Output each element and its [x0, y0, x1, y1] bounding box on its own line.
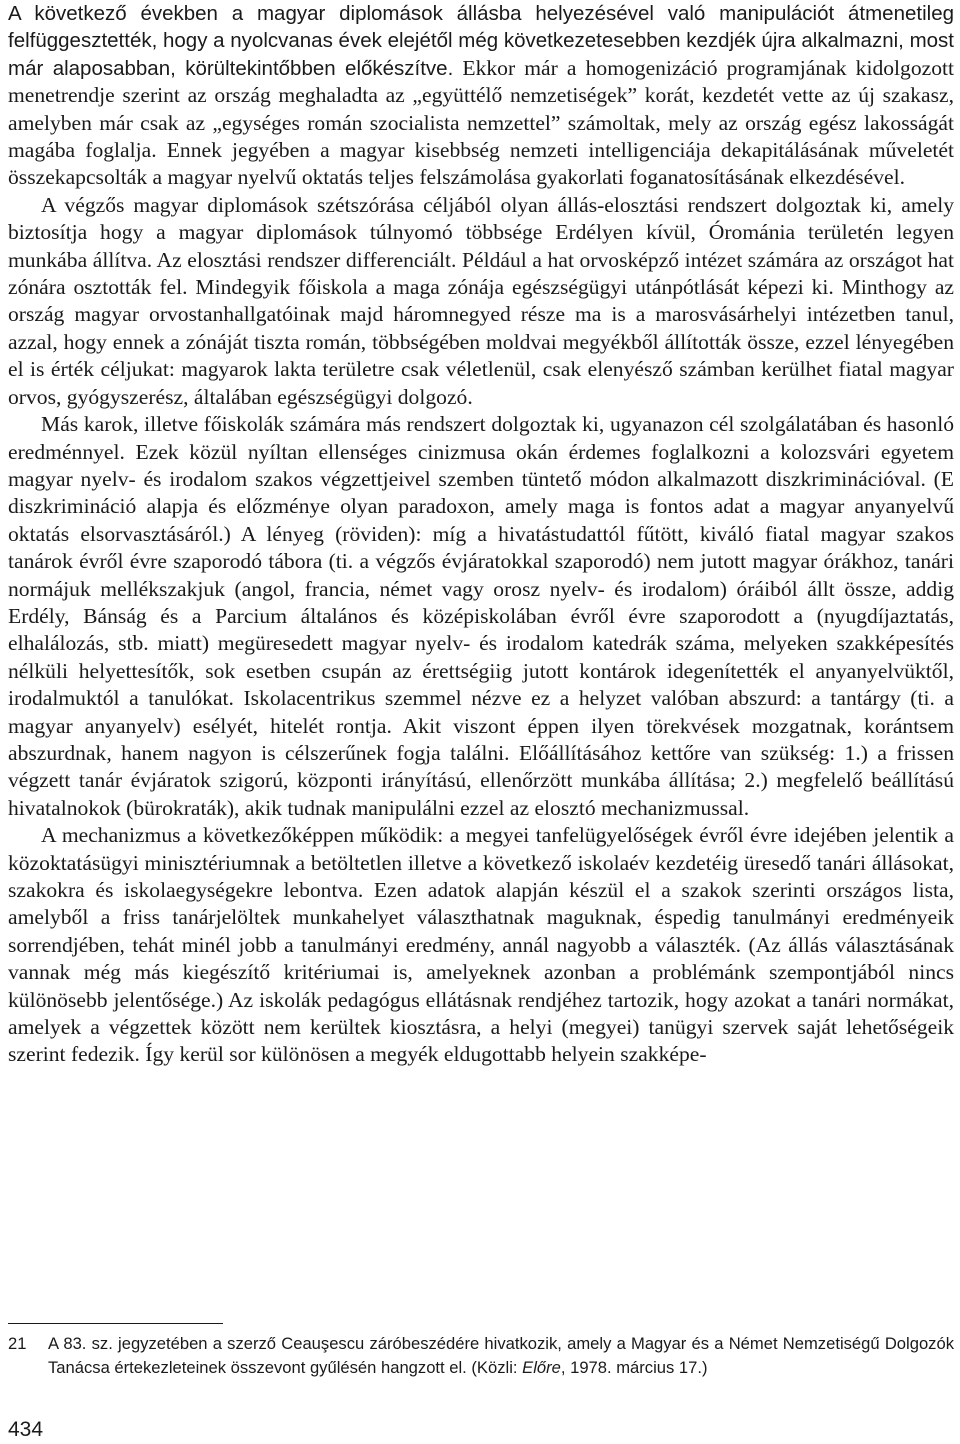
paragraph-3: Más karok, illetve főiskolák számára más rendszert dolgoztak ki, ugyanazon cél szolgálatában és hasonló eredménnyel. Ezek közül nyíltan ellenséges cinizmusa okán érdemes foglalkozni a kolozsvári egyetem magyar nyelv- és irodalom szakos végzettjeivel szemben tüntető módon alkalmazott diszkriminációval. (E diszkrimináció alapja és előzménye olyan paradoxon, amely maga is fontos adat a magyar anyanyelvű oktatás elsorvasztásáról.) A lényeg (röviden): míg a hivatástudattól fűtött, kiváló fiatal magyar szakos tanárok évről évre szaporodó tábora (ti. a végzős évjáratokkal szaporodó) nem jutott magyar órákhoz, tanári normájuk mellékszakjuk (angol, francia, német vagy orosz nyelv- és irodalom) óráiból állt össze, addig Erdély, Bánság és a Parcium általános és középiskolában évről évre szaporodott a (nyugdíjaztatás, elhalálozás, stb. miatt) megüresedett magyar nyelv- és irodalom katedrák száma, melyeken szakképesítés nélküli helyettesítők, sok esetben csupán az érettségiig jutott kontárok idegenítették el anyanyelvüktől, irodalmuktól a tanulókat. Iskolacentrikus szemmel nézve ez a helyzet valóban abszurd: a tantárgy (ti. a magyar anyanyelv) esélyét, hitelét rontja. Akit viszont éppen ilyen törekvések mozgatnak, korántsem abszurdnak, hanem nagyon is célszerűnek fogja találni. Előállításához kettőre van szükség: 1.) a frissen végzett tanár évjáratok szigorú, központi irányítású, ellenőrzött munkába állítása; 2.) megfelelő beállítású hivatalnokok (bürokraták), akik tudnak manipulálni ezzel az elosztó mechanizmussal.: [8, 412, 954, 820]
page-number: 434: [8, 1418, 44, 1441]
footnote-source: Előre: [522, 1358, 561, 1377]
paragraph-1: [8, 0, 954, 192]
page-content: [8, 0, 954, 1069]
paragraph-1-sans-part: A következő években a magyar diplomások állásba helyezésével való manipulációt átmenetileg felfüggesztették, hogy a nyolcvanas évek elejétől még következetesebben kezdjék újra alkalmazni, most már alaposabban, körültekintőbben előkészítve.: [8, 2, 954, 80]
paragraph-2: A végzős magyar diplomások szétszórása céljából olyan állás-elosztási rendszert dolgoztak ki, amely biztosítja hogy a magyar diplomások túlnyomó többsége Erdélyen kívül, Órománia területén legyen munkába állítva. Az elosztási rendszer differenciált. Például a hat orvosképző intézet számára az országot hat zónára osztották fel. Mindegyik főiskola a maga zónája egészségügyi utánpótlását képezi ki. Minthogy az ország magyar orvostanhallgatóinak majd háromnegyed része ma is a marosvásárhelyi intézetben tanul, azzal, hogy ennek a zónáját tiszta román, többségében moldvai megyékből állították össze, ezzel lényegében el is érték céljukat: magyarok lakta területre csak véletlenül, csak elenyésző számban kerülhet fiatal magyar orvos, gyógyszerész, általában egészségügyi dolgozó.: [8, 192, 954, 409]
footnote-text: [48, 1332, 954, 1380]
footnote: [8, 1332, 954, 1380]
paragraph-4: A mechanizmus a következőképpen működik: a megyei tanfelügyelőségek évről évre idejében jelentik a közoktatásügyi minisztériumnak a betöltetlen illetve a következő iskolaév kezdetéig üresedő tanári állásokat, szakokra és iskolaegységekre lebontva. Ezen adatok alapján készül el a szakok szerinti országos lista, amelyből a friss tanárjelöltek munkahelyet választhatnak maguknak, éspedig tanulmányi eredményeik sorrendjében, tehát minél jobb a tanulmányi eredmény, annál nagyobb a választék. (Az állás választásának vannak még más kiegészítő kritériumai is, amelyeknek azonban a problémánk szempontjából nincs különösebb jelentősége.) Az iskolák pedagógus ellátásnak rendjéhez tartozik, hogy azokat a tanári normákat, amelyek a végzettek között nem kerültek kiosztásra, a helyi (megyei) tanügyi szervek saját lehetőségeik szerint fedezik. Így kerül sor különösen a megyék eldugottabb helyein szakképe-: [8, 823, 954, 1067]
footnote-text-after: , 1978. március 17.): [560, 1358, 708, 1377]
body-text: [8, 0, 954, 1069]
footnote-text-before: A 83. sz. jegyzetében a szerző Ceauşescu záróbeszédére hivatkozik, amely a Magyar és a Német Nemzetiségű Dolgozók Tanácsa értekezleteinek összevont gyűlésén hangzott el. (Közli:: [48, 1334, 954, 1377]
footnote-number: 21: [8, 1334, 27, 1353]
paragraph-1-serif-part: Ekkor már a homogenizáció programjának kidolgozott menetrendje szerint az ország meghaladta az „együttélő nemzetiségek” korát, kezdetét vette az új szakasz, amelyben már csak az „egységes román szocialista nemzettel” számoltak, mely az ország egész lakosságát magába foglalja. Ennek jegyében a magyar kisebbség nemzeti intelligenciája dekapitálásának műveletét összekapcsolták a magyar nyelvű oktatás teljes felszámolása gyakorlati foganatosításának elkezdésével.: [8, 55, 955, 190]
footnote-separator: [8, 1323, 223, 1324]
